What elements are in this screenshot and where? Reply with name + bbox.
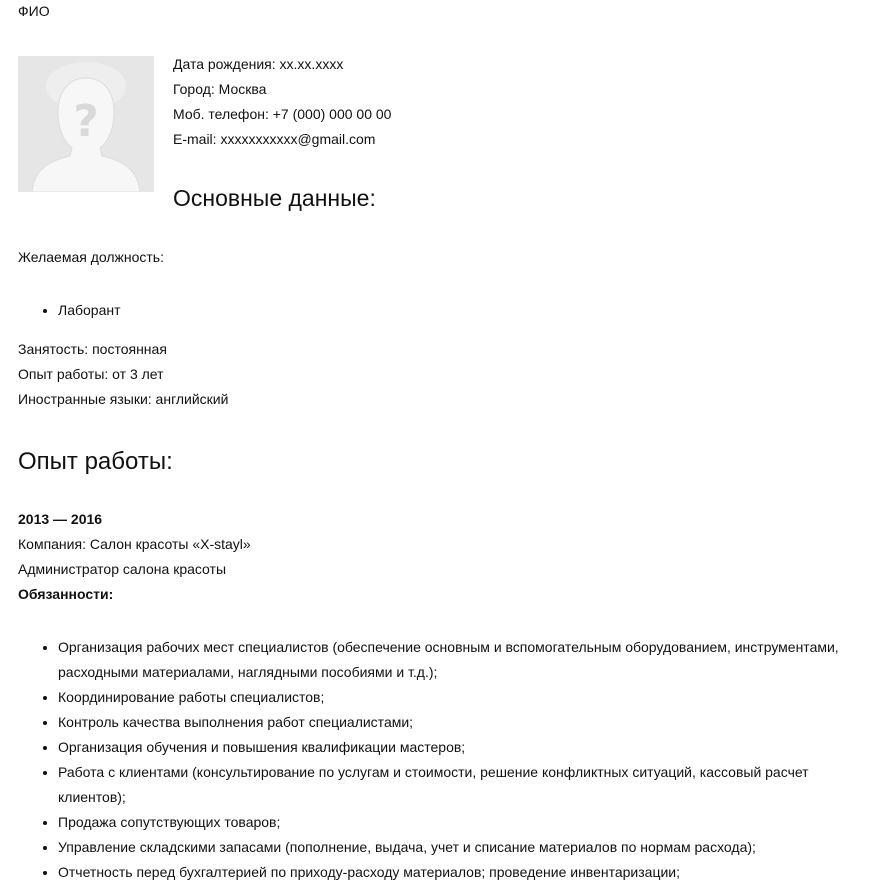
svg-text:?: ? xyxy=(73,96,99,147)
experience-years: Опыт работы: от 3 лет xyxy=(18,366,164,382)
job-period: 2013 — 2016 xyxy=(18,511,103,527)
list-item: • Управление складскими запасами (пополнение, выдача, учет и списание материалов по нормам расхода); xyxy=(58,835,858,860)
list-item: • Лаборант xyxy=(58,298,121,323)
employment: Занятость: постоянная xyxy=(18,341,167,357)
work-experience-heading: Опыт работы: xyxy=(18,448,173,475)
name-label: ФИО xyxy=(18,3,50,19)
desired-positions-list xyxy=(18,298,121,323)
job-company: Компания: Салон красоты «X-stayl» xyxy=(18,536,251,552)
foreign-languages: Иностранные языки: английский xyxy=(18,391,229,407)
profile-photo-placeholder xyxy=(18,56,154,192)
city: Город: Москва xyxy=(173,81,267,97)
duties-label: Обязанности: xyxy=(18,586,114,602)
mobile-phone: Моб. телефон: +7 (000) 000 00 00 xyxy=(173,106,392,122)
job-title: Администратор салона красоты xyxy=(18,561,227,577)
list-item: • Координирование работы специалистов; xyxy=(58,685,858,710)
list-item: • Контроль качества выполнения работ специалистами; xyxy=(58,710,858,735)
list-item: • Организация рабочих мест специалистов (обеспечение основным и вспомогательным оборудованием, инструментами, расходными материалами, наглядными пособиями и т.д.); xyxy=(58,635,858,685)
list-item: • Работа с клиентами (консультирование по услугам и стоимости, решение конфликтных ситуаций, кассовый расчет клиентов); xyxy=(58,760,858,810)
basic-data-heading: Основные данные: xyxy=(173,185,376,211)
contact-info xyxy=(173,52,391,152)
birth-date: Дата рождения: xx.xx.xxxx xyxy=(173,56,344,72)
email: E-mail: xxxxxxxxxxx@gmail.com xyxy=(173,131,376,147)
duties-list xyxy=(18,635,858,885)
list-item: • Продажа сопутствующих товаров; xyxy=(58,810,858,835)
unknown-person-icon xyxy=(18,56,154,192)
list-item: • Организация обучения и повышения квалификации мастеров; xyxy=(58,735,858,760)
desired-position-label: Желаемая должность: xyxy=(18,249,164,265)
list-item: • Отчетность перед бухгалтерией по приходу-расходу материалов; проведение инвентаризации; xyxy=(58,860,858,885)
